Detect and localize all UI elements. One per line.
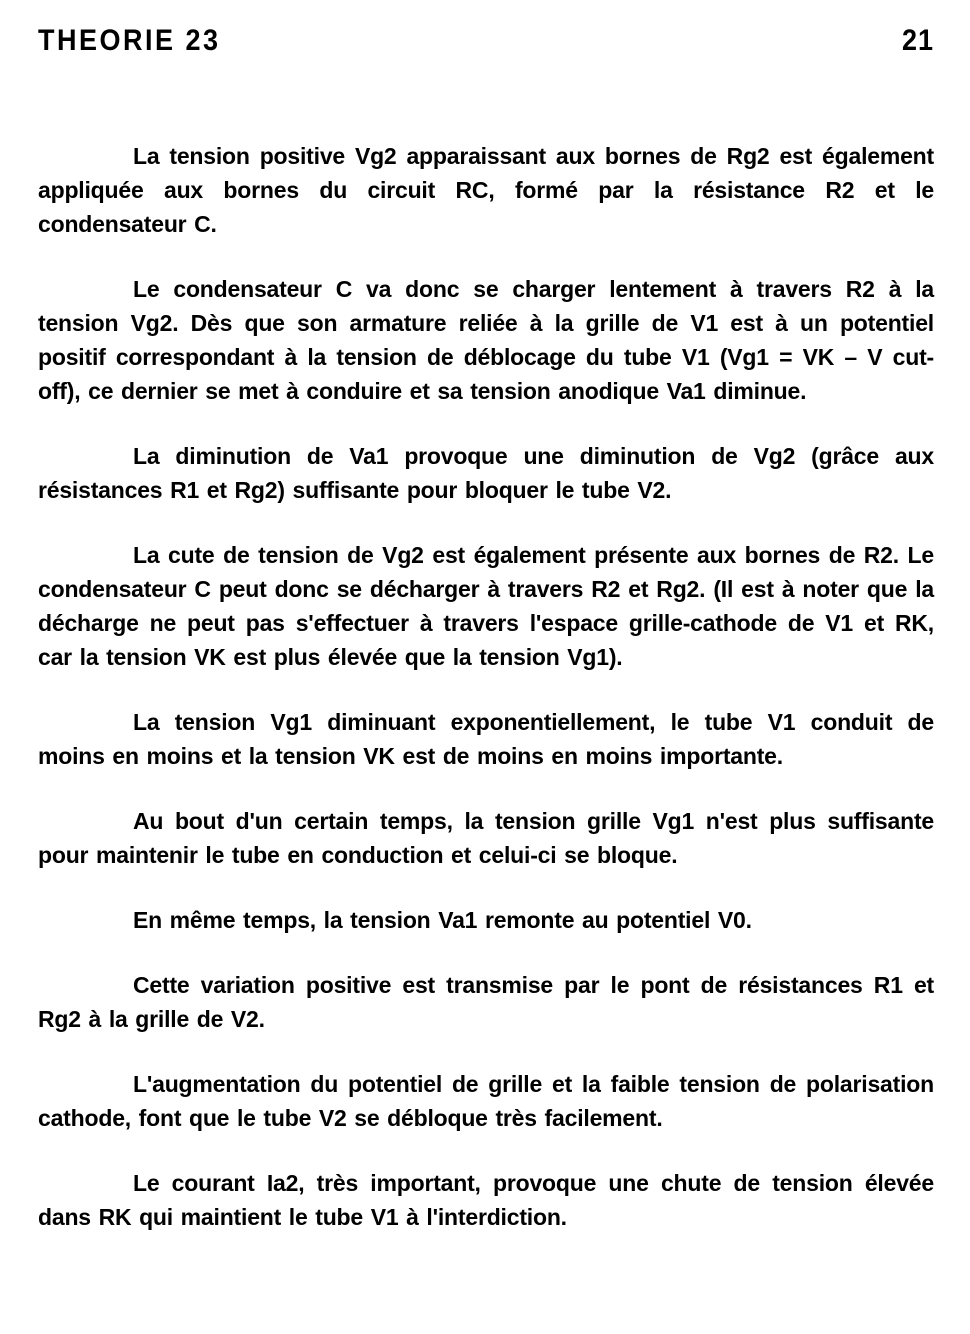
page-number: 21 [901, 23, 934, 57]
paragraph-6: Au bout d'un certain temps, la tension grille Vg1 n'est plus suffisante pour maintenir le tube en conduction et celui-ci se bloque. [38, 808, 934, 868]
section-title: THEORIE 23 [38, 23, 221, 57]
paragraph-5: La tension Vg1 diminuant exponentiellement, le tube V1 conduit de moins en moins et la tension VK est de moins en moins importante. [38, 709, 934, 769]
paragraph-7: En même temps, la tension Va1 remonte au potentiel V0. [133, 907, 752, 933]
paragraph-2: Le condensateur C va donc se charger lentement à travers R2 à la tension Vg2. Dès que son armature reliée à la grille de V1 est à un potentiel positif correspondant à la tension de déblocage du tube V1 (Vg1 = VK – V cut-off), ce dernier se met à conduire et sa tension anodique Va1 diminue. [38, 276, 934, 404]
page-header [38, 23, 934, 57]
paragraph-4: La cute de tension de Vg2 est également présente aux bornes de R2. Le condensateur C peut donc se décharger à travers R2 et Rg2. (Il est à noter que la décharge ne peut pas s'effectuer à travers l'espace grille-cathode de V1 et RK, car la tension VK est plus élevée que la tension Vg1). [38, 542, 934, 670]
body-text [38, 139, 934, 1234]
paragraph-3: La diminution de Va1 provoque une diminution de Vg2 (grâce aux résistances R1 et Rg2) suffisante pour bloquer le tube V2. [38, 443, 934, 503]
paragraph-1: La tension positive Vg2 apparaissant aux bornes de Rg2 est également appliquée aux bornes du circuit RC, formé par la résistance R2 et le condensateur C. [38, 143, 934, 237]
paragraph-9: L'augmentation du potentiel de grille et la faible tension de polarisation cathode, font que le tube V2 se débloque très facilement. [38, 1071, 934, 1131]
paragraph-8: Cette variation positive est transmise par le pont de résistances R1 et Rg2 à la grille de V2. [38, 972, 934, 1032]
paragraph-10: Le courant Ia2, très important, provoque une chute de tension élevée dans RK qui maintient le tube V1 à l'interdiction. [38, 1170, 934, 1230]
